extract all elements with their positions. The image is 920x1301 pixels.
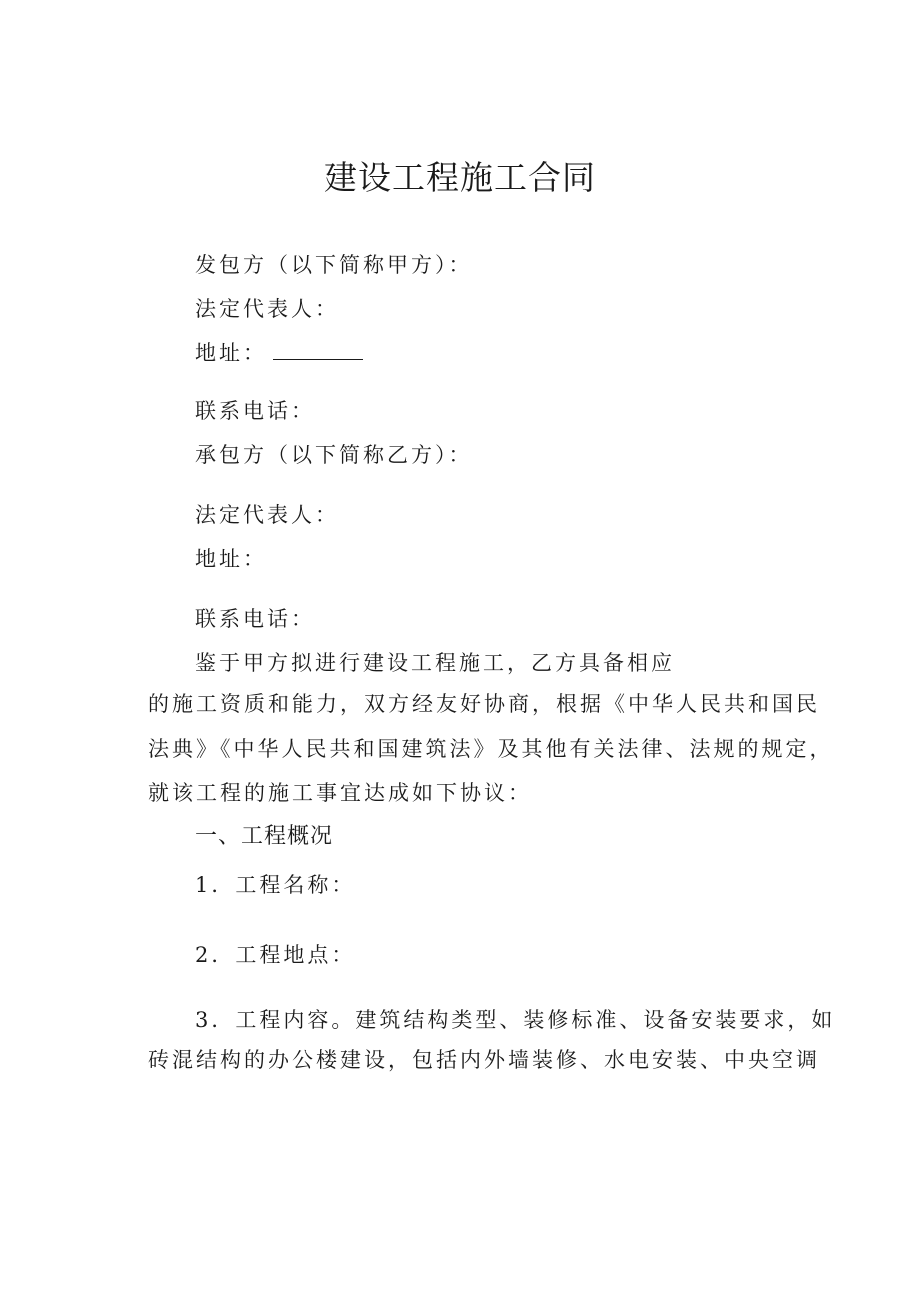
preamble-line-3: 法典》《中华人民共和国建筑法》及其他有关法律、法规的规定， [148, 737, 834, 761]
section-1-heading: 一、工程概况 [195, 824, 334, 849]
party-a-address-label: 地址： [195, 341, 267, 365]
preamble-line-1: 鉴于甲方拟进行建设工程施工，乙方具备相应 [195, 651, 675, 675]
party-b-label: 承包方（以下简称乙方）： [195, 443, 473, 467]
party-a-representative-label: 法定代表人： [195, 297, 339, 321]
preamble-line-2: 的施工资质和能力，双方经友好协商，根据《中华人民共和国民 [148, 692, 820, 716]
party-b-phone-label: 联系电话： [195, 607, 315, 631]
item-3-line-2: 砖混结构的办公楼建设，包括内外墙装修、水电安装、中央空调 [148, 1048, 820, 1072]
party-a-phone-label: 联系电话： [195, 399, 315, 423]
party-b-address-label: 地址： [195, 547, 267, 571]
party-b-representative-label: 法定代表人： [195, 503, 339, 527]
item-1-project-name: 1．工程名称： [195, 873, 356, 897]
item-3-line-1: 3．工程内容。建筑结构类型、装修标准、设备安装要求，如 [195, 1008, 836, 1032]
item-2-project-location: 2．工程地点： [195, 943, 356, 967]
document-title: 建设工程施工合同 [324, 158, 596, 197]
preamble-line-4: 就该工程的施工事宜达成如下协议： [148, 781, 532, 805]
party-a-address-blank [273, 339, 363, 360]
party-a-label: 发包方（以下简称甲方）： [195, 253, 473, 277]
party-a-address-row [195, 338, 363, 368]
